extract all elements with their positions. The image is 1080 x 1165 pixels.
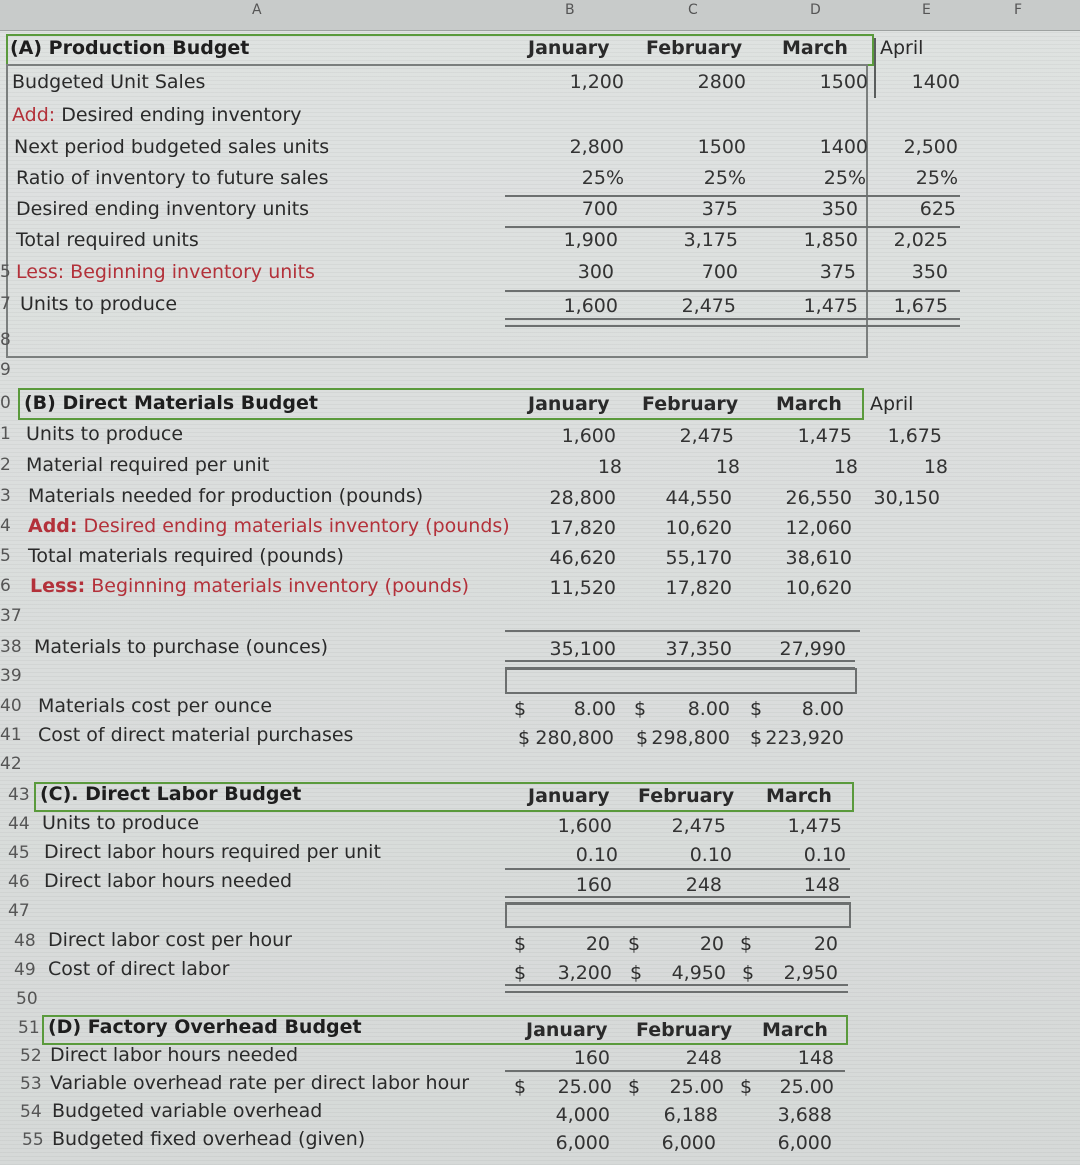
materials-cell[interactable]: 12,060 xyxy=(785,517,852,539)
production-cell[interactable]: 1,475 xyxy=(803,295,858,317)
labor-cell[interactable]: 0.10 xyxy=(575,844,618,866)
labor-cell[interactable]: 248 xyxy=(685,874,722,896)
overhead-month-jan[interactable]: January xyxy=(526,1019,608,1041)
production-cell[interactable]: 2,800 xyxy=(569,136,624,158)
materials-cell[interactable]: 17,820 xyxy=(549,517,616,539)
production-cell[interactable]: 25% xyxy=(581,167,624,189)
overhead-cell[interactable]: 6,000 xyxy=(555,1132,610,1154)
column-header-c[interactable]: C xyxy=(688,2,698,18)
materials-purchase-cell[interactable]: 35,100 xyxy=(549,638,616,660)
row-number[interactable]: 5 xyxy=(0,546,11,566)
row-number[interactable]: 45 xyxy=(8,843,30,863)
labor-rate-cell[interactable]: 20 xyxy=(813,933,838,955)
row-number[interactable]: 37 xyxy=(0,606,22,626)
production-cell[interactable]: 1,675 xyxy=(893,295,948,317)
row-number[interactable]: 43 xyxy=(8,785,30,805)
labor-month-mar[interactable]: March xyxy=(766,785,832,807)
production-row-label[interactable]: Next period budgeted sales units xyxy=(14,136,330,158)
row-number[interactable]: 42 xyxy=(0,754,22,774)
materials-cell[interactable]: 10,620 xyxy=(665,517,732,539)
production-title[interactable]: (A) Production Budget xyxy=(10,37,250,59)
materials-row-label[interactable]: Add: Desired ending materials inventory (pounds) xyxy=(28,515,510,537)
row-number[interactable]: 6 xyxy=(0,576,11,596)
overhead-cell[interactable]: 6,188 xyxy=(663,1104,718,1126)
row-number[interactable]: 51 xyxy=(18,1018,40,1038)
currency-sign: $ xyxy=(740,1076,753,1098)
labor-title[interactable]: (C). Direct Labor Budget xyxy=(40,783,302,805)
column-header-bar xyxy=(0,0,1080,31)
labor-cell[interactable]: 2,475 xyxy=(671,815,726,837)
currency-sign: $ xyxy=(742,962,755,984)
production-cell[interactable]: 25% xyxy=(703,167,746,189)
materials-cell[interactable]: 18 xyxy=(597,456,622,478)
production-cell[interactable]: 300 xyxy=(577,261,614,283)
row-number[interactable]: 7 xyxy=(0,294,11,314)
row-number[interactable]: 41 xyxy=(0,725,22,745)
materials-cost-label[interactable]: Materials cost per ounce xyxy=(38,695,273,717)
materials-purchase-label[interactable]: Materials to purchase (ounces) xyxy=(34,636,329,658)
currency-sign: $ xyxy=(750,698,763,720)
production-row-label[interactable]: Budgeted Unit Sales xyxy=(12,71,206,93)
column-header-a[interactable]: A xyxy=(252,2,262,18)
column-header-b[interactable]: B xyxy=(565,2,575,18)
production-row-label[interactable]: Desired ending inventory units xyxy=(16,198,310,220)
labor-row-label[interactable]: Direct labor hours needed xyxy=(44,870,293,892)
production-cell[interactable]: 2,500 xyxy=(903,136,958,158)
materials-title[interactable]: (B) Direct Materials Budget xyxy=(24,392,318,414)
empty-cell-box xyxy=(505,902,851,928)
materials-total-cell[interactable]: 298,800 xyxy=(651,727,730,749)
overhead-cell[interactable]: 6,000 xyxy=(777,1132,832,1154)
materials-row-label[interactable]: Units to produce xyxy=(26,423,184,445)
total-double-rule xyxy=(505,318,960,327)
subtotal-rule xyxy=(505,290,960,292)
production-row-label[interactable]: Total required units xyxy=(16,229,199,251)
production-month-apr[interactable]: April xyxy=(880,37,924,59)
production-row-label[interactable]: Units to produce xyxy=(20,293,178,315)
labor-rate-label[interactable]: Direct labor cost per hour xyxy=(48,929,292,951)
row-number[interactable]: 4 xyxy=(0,516,11,536)
empty-cell-box xyxy=(505,668,857,694)
labor-cost-cell[interactable]: 3,200 xyxy=(557,962,612,984)
production-cell[interactable]: 1,200 xyxy=(569,71,624,93)
materials-cell[interactable]: 18 xyxy=(715,456,740,478)
currency-sign: $ xyxy=(628,1076,641,1098)
row-number[interactable]: 5 xyxy=(0,262,11,282)
production-row-label[interactable]: Ratio of inventory to future sales xyxy=(16,167,329,189)
row-number[interactable]: 53 xyxy=(20,1074,42,1094)
materials-cell[interactable]: 17,820 xyxy=(665,577,732,599)
overhead-cell[interactable]: 6,000 xyxy=(661,1132,716,1154)
labor-cell[interactable]: 1,600 xyxy=(557,815,612,837)
production-cell[interactable]: 700 xyxy=(701,261,738,283)
production-cell[interactable]: 625 xyxy=(919,198,956,220)
materials-total-cell[interactable]: 223,920 xyxy=(765,727,844,749)
production-month-feb[interactable]: February xyxy=(646,37,743,59)
labor-cell[interactable]: 160 xyxy=(575,874,612,896)
row-number[interactable]: 8 xyxy=(0,330,11,350)
materials-month-jan[interactable]: January xyxy=(528,393,610,415)
materials-row-label[interactable]: Less: Beginning materials inventory (pounds) xyxy=(30,575,470,597)
production-row-label[interactable]: Less: Beginning inventory units xyxy=(16,261,315,283)
row-number[interactable]: 9 xyxy=(0,360,11,380)
overhead-row-label[interactable]: Variable overhead rate per direct labor hour xyxy=(50,1072,470,1094)
row-number[interactable]: 50 xyxy=(16,989,38,1009)
row-number[interactable]: 55 xyxy=(22,1130,44,1150)
production-cell[interactable]: 375 xyxy=(819,261,856,283)
currency-sign: $ xyxy=(514,933,527,955)
overhead-row-label[interactable]: Budgeted variable overhead xyxy=(52,1100,323,1122)
currency-sign: $ xyxy=(514,962,527,984)
currency-sign: $ xyxy=(740,933,753,955)
april-divider xyxy=(874,38,876,98)
overhead-cell[interactable]: 25.00 xyxy=(669,1076,724,1098)
row-number[interactable]: 39 xyxy=(0,666,22,686)
labor-cost-cell[interactable]: 4,950 xyxy=(671,962,726,984)
row-number[interactable]: 49 xyxy=(14,960,36,980)
labor-cell[interactable]: 0.10 xyxy=(803,844,846,866)
labor-cost-cell[interactable]: 2,950 xyxy=(783,962,838,984)
production-cell[interactable]: 350 xyxy=(821,198,858,220)
currency-sign: $ xyxy=(514,1076,527,1098)
production-month-jan[interactable]: January xyxy=(528,37,610,59)
production-cell[interactable]: 1,850 xyxy=(803,229,858,251)
row-number[interactable]: 46 xyxy=(8,872,30,892)
subtotal-rule xyxy=(505,868,850,870)
production-cell[interactable]: 1400 xyxy=(819,136,868,158)
materials-cell[interactable]: 44,550 xyxy=(665,487,732,509)
total-double-rule xyxy=(505,984,848,993)
materials-cell[interactable]: 38,610 xyxy=(785,547,852,569)
production-cell[interactable]: 350 xyxy=(911,261,948,283)
currency-sign: $ xyxy=(514,698,527,720)
overhead-cell[interactable]: 148 xyxy=(797,1047,834,1069)
materials-cost-cell[interactable]: 8.00 xyxy=(573,698,616,720)
overhead-month-feb[interactable]: February xyxy=(636,1019,733,1041)
labor-cost-label[interactable]: Cost of direct labor xyxy=(48,958,230,980)
production-cell[interactable]: 1500 xyxy=(697,136,746,158)
row-number[interactable]: 0 xyxy=(0,393,11,413)
production-cell[interactable]: 1,900 xyxy=(563,229,618,251)
overhead-cell[interactable]: 4,000 xyxy=(555,1104,610,1126)
overhead-cell[interactable]: 248 xyxy=(685,1047,722,1069)
column-header-d[interactable]: D xyxy=(810,2,821,18)
materials-cell[interactable]: 1,675 xyxy=(887,425,942,447)
materials-cost-cell[interactable]: 8.00 xyxy=(801,698,844,720)
production-cell[interactable]: 1,600 xyxy=(563,295,618,317)
materials-cell[interactable]: 55,170 xyxy=(665,547,732,569)
labor-row-label[interactable]: Units to produce xyxy=(42,812,200,834)
materials-row-label[interactable]: Materials needed for production (pounds) xyxy=(28,485,424,507)
labor-row-label[interactable]: Direct labor hours required per unit xyxy=(44,841,381,863)
row-number[interactable]: 52 xyxy=(20,1046,42,1066)
materials-month-mar[interactable]: March xyxy=(776,393,842,415)
materials-cell[interactable]: 18 xyxy=(833,456,858,478)
production-cell[interactable]: 3,175 xyxy=(683,229,738,251)
materials-cell[interactable]: 1,475 xyxy=(797,425,852,447)
materials-cell[interactable]: 18 xyxy=(923,456,948,478)
labor-month-feb[interactable]: February xyxy=(638,785,735,807)
overhead-cell[interactable]: 25.00 xyxy=(557,1076,612,1098)
production-month-mar[interactable]: March xyxy=(782,37,848,59)
overhead-cell[interactable]: 160 xyxy=(573,1047,610,1069)
labor-cell[interactable]: 148 xyxy=(803,874,840,896)
row-number[interactable]: 3 xyxy=(0,486,11,506)
subtotal-rule xyxy=(505,1070,845,1072)
currency-sign: $ xyxy=(634,698,647,720)
production-cell[interactable]: 1500 xyxy=(819,71,868,93)
materials-row-label[interactable]: Total materials required (pounds) xyxy=(28,545,344,567)
currency-sign: $ xyxy=(750,727,763,749)
production-cell[interactable]: 2,025 xyxy=(893,229,948,251)
currency-sign: $ xyxy=(628,933,641,955)
materials-cell[interactable]: 11,520 xyxy=(549,577,616,599)
materials-total-cell[interactable]: 280,800 xyxy=(535,727,614,749)
labor-rate-cell[interactable]: 20 xyxy=(699,933,724,955)
production-cell[interactable]: 2,475 xyxy=(681,295,736,317)
materials-cell[interactable]: 1,600 xyxy=(561,425,616,447)
row-number[interactable]: 44 xyxy=(8,814,30,834)
materials-month-feb[interactable]: February xyxy=(642,393,739,415)
row-number[interactable]: 38 xyxy=(0,637,22,657)
production-cell[interactable]: 25% xyxy=(915,167,958,189)
production-cell[interactable]: 2800 xyxy=(697,71,746,93)
materials-row-label[interactable]: Material required per unit xyxy=(26,454,270,476)
add-label: Add: xyxy=(28,515,78,537)
overhead-cell[interactable]: 3,688 xyxy=(777,1104,832,1126)
row-number[interactable]: 2 xyxy=(0,455,11,475)
production-cell[interactable]: 700 xyxy=(581,198,618,220)
production-cell[interactable]: 1400 xyxy=(911,71,960,93)
column-header-f[interactable]: F xyxy=(1014,2,1023,18)
materials-cell[interactable]: 26,550 xyxy=(785,487,852,509)
row-number[interactable]: 54 xyxy=(20,1102,42,1122)
row-number[interactable]: 40 xyxy=(0,696,22,716)
materials-cost-cell[interactable]: 8.00 xyxy=(687,698,730,720)
overhead-cell[interactable]: 25.00 xyxy=(779,1076,834,1098)
row-number[interactable]: 1 xyxy=(0,424,11,444)
materials-cell[interactable]: 30,150 xyxy=(873,487,940,509)
overhead-row-label[interactable]: Budgeted fixed overhead (given) xyxy=(52,1128,366,1150)
row-number[interactable]: 47 xyxy=(8,901,30,921)
materials-cell[interactable]: 46,620 xyxy=(549,547,616,569)
labor-cell[interactable]: 1,475 xyxy=(787,815,842,837)
row-number[interactable]: 48 xyxy=(14,931,36,951)
column-header-e[interactable]: E xyxy=(922,2,931,18)
overhead-row-label[interactable]: Direct labor hours needed xyxy=(50,1044,299,1066)
currency-sign: $ xyxy=(636,727,649,749)
materials-purchase-cell[interactable]: 37,350 xyxy=(665,638,732,660)
overhead-title[interactable]: (D) Factory Overhead Budget xyxy=(48,1016,362,1038)
production-row-label[interactable]: Add: Desired ending inventory xyxy=(12,104,302,126)
materials-month-apr[interactable]: April xyxy=(870,393,914,415)
subtotal-rule xyxy=(505,630,860,632)
currency-sign: $ xyxy=(518,727,531,749)
production-cell[interactable]: 25% xyxy=(823,167,866,189)
labor-rate-cell[interactable]: 20 xyxy=(585,933,610,955)
materials-cell[interactable]: 2,475 xyxy=(679,425,734,447)
materials-cell[interactable]: 28,800 xyxy=(549,487,616,509)
materials-total-label[interactable]: Cost of direct material purchases xyxy=(38,724,354,746)
currency-sign: $ xyxy=(630,962,643,984)
production-cell[interactable]: 375 xyxy=(701,198,738,220)
overhead-month-mar[interactable]: March xyxy=(762,1019,828,1041)
labor-cell[interactable]: 0.10 xyxy=(689,844,732,866)
materials-cell[interactable]: 10,620 xyxy=(785,577,852,599)
materials-purchase-cell[interactable]: 27,990 xyxy=(779,638,846,660)
less-label: Less: xyxy=(30,575,86,597)
labor-month-jan[interactable]: January xyxy=(528,785,610,807)
add-label: Add: xyxy=(12,104,56,126)
